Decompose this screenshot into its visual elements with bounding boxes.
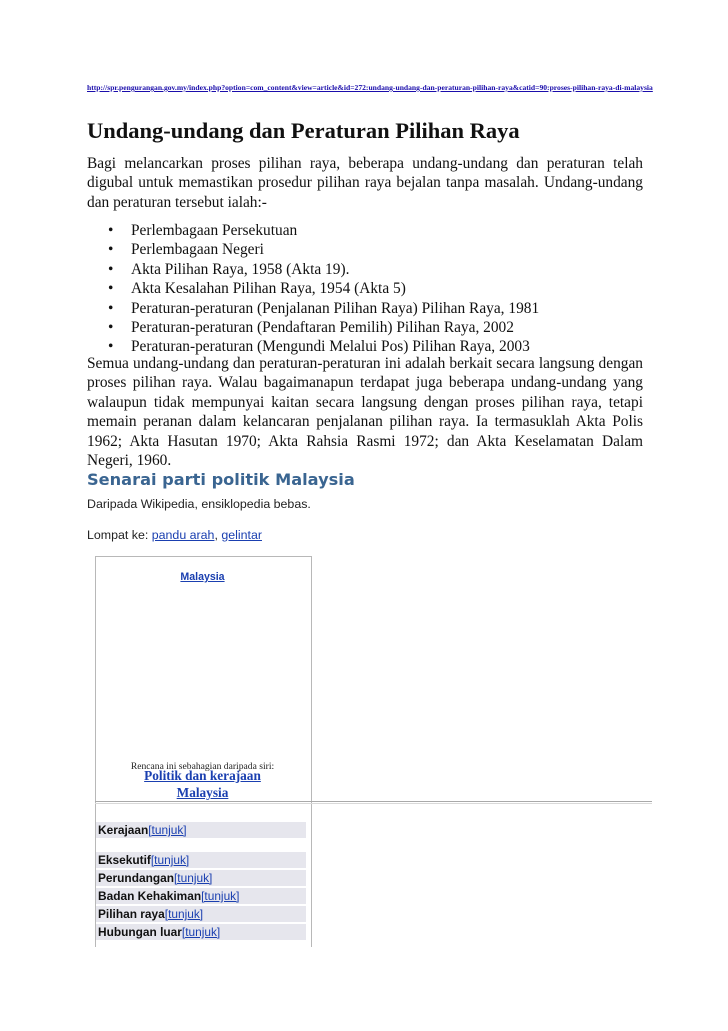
bullet-icon: • (108, 260, 114, 278)
series-title-link[interactable]: Politik dan kerajaan (144, 768, 261, 783)
jump-to-bar (87, 528, 262, 542)
wiki-source-note: Daripada Wikipedia, ensiklopedia bebas. (87, 497, 311, 511)
closing-paragraph: Semua undang-undang dan peraturan-peraturan ini adalah berkait secara langsung dengan proses pilihan raya. Walau bagaimanapun terdapat juga beberapa undang-undang yang walaupun tidak mempunyai kaitan secara langsung dengan proses pilihan raya, tetapi memain peranan dalam kelancaran penjalanan pilihan raya. Ia termasuklah Akta Polis 1962; Akta Hasutan 1970; Akta Rahsia Rasmi 1972; dan Akta Keselamatan Dalam Negeri, 1960. (87, 355, 643, 470)
nav-row-label: Eksekutif (98, 853, 151, 867)
show-toggle-link[interactable]: [tunjuk] (164, 907, 204, 921)
bullet-icon: • (108, 338, 114, 356)
list-item (108, 299, 539, 318)
jump-search-link[interactable]: gelintar (221, 528, 262, 542)
nav-row-pilihan-raya (96, 906, 306, 922)
nav-row-kerajaan (96, 822, 306, 838)
show-toggle-link[interactable]: [tunjuk] (173, 871, 213, 885)
list-item (108, 260, 539, 279)
intro-paragraph: Bagi melancarkan proses pilihan raya, beberapa undang-undang dan peraturan telah digubal untuk memastikan prosedur pilihan raya bejalan tanpa masalah. Undang-undang dan peraturan tersebut ialah:- (87, 155, 643, 211)
law-item-label: Perlembagaan Negeri (131, 241, 264, 259)
jump-separator: , (214, 528, 222, 542)
law-item-label: Perlembagaan Persekutuan (131, 222, 298, 239)
list-item (108, 221, 539, 240)
list-item (108, 240, 539, 259)
jump-navigation-link[interactable]: pandu arah (151, 528, 215, 542)
law-item-label: Peraturan-peraturan (Mengundi Melalui Pos) Pilihan Raya, 2003 (131, 338, 530, 356)
nav-row-label: Perundangan (98, 871, 174, 885)
nav-row-eksekutif (96, 852, 306, 868)
list-item (108, 318, 539, 337)
nav-row-perundangan (96, 870, 306, 886)
show-toggle-link[interactable]: [tunjuk] (150, 853, 190, 867)
law-item-label: Akta Pilihan Raya, 1958 (Akta 19). (131, 260, 350, 278)
malaysia-link[interactable]: Malaysia (180, 571, 225, 583)
series-title (95, 767, 310, 801)
nav-row-badan-kehakiman (96, 888, 306, 904)
wiki-section-title: Senarai parti politik Malaysia (87, 470, 355, 489)
law-item-label: Peraturan-peraturan (Penjalanan Pilihan Raya) Pilihan Raya, 1981 (131, 299, 540, 317)
series-caption: Rencana ini sebahagian daripada siri: (130, 761, 275, 772)
law-list (108, 221, 539, 357)
show-toggle-link[interactable]: [tunjuk] (201, 889, 240, 903)
show-toggle-link[interactable]: [tunjuk] (148, 823, 187, 837)
nav-row-label: Badan Kehakiman (98, 889, 202, 903)
bullet-icon: • (108, 241, 114, 259)
article-title: Undang-undang dan Peraturan Pilihan Raya (87, 118, 520, 143)
law-item-label: Peraturan-peraturan (Pendaftaran Pemilih) Pilihan Raya, 2002 (131, 319, 514, 337)
series-title-link-2[interactable]: Malaysia (176, 785, 229, 800)
source-url-link[interactable]: http://spr.pengurangan.gov.my/index.php?option=com_content&view=article&id=272:undang-undang-dan-peraturan-pilihan-raya&catid=90:proses-pilihan-raya-di-malaysia (87, 83, 653, 92)
nav-row-label: Hubungan luar (98, 925, 182, 939)
list-item (108, 279, 539, 298)
nav-row-label: Pilihan raya (98, 907, 165, 921)
bullet-icon: • (108, 222, 114, 239)
jump-prefix: Lompat ke: (87, 528, 152, 542)
nav-row-label: Kerajaan (98, 823, 149, 837)
bullet-icon: • (108, 280, 114, 298)
infobox-header (95, 571, 310, 583)
law-item-label: Akta Kesalahan Pilihan Raya, 1954 (Akta 5) (131, 280, 406, 298)
nav-row-hubungan-luar (96, 924, 306, 940)
bullet-icon: • (108, 319, 114, 337)
bullet-icon: • (108, 299, 114, 317)
divider (95, 801, 652, 804)
show-toggle-link[interactable]: [tunjuk] (181, 925, 221, 939)
